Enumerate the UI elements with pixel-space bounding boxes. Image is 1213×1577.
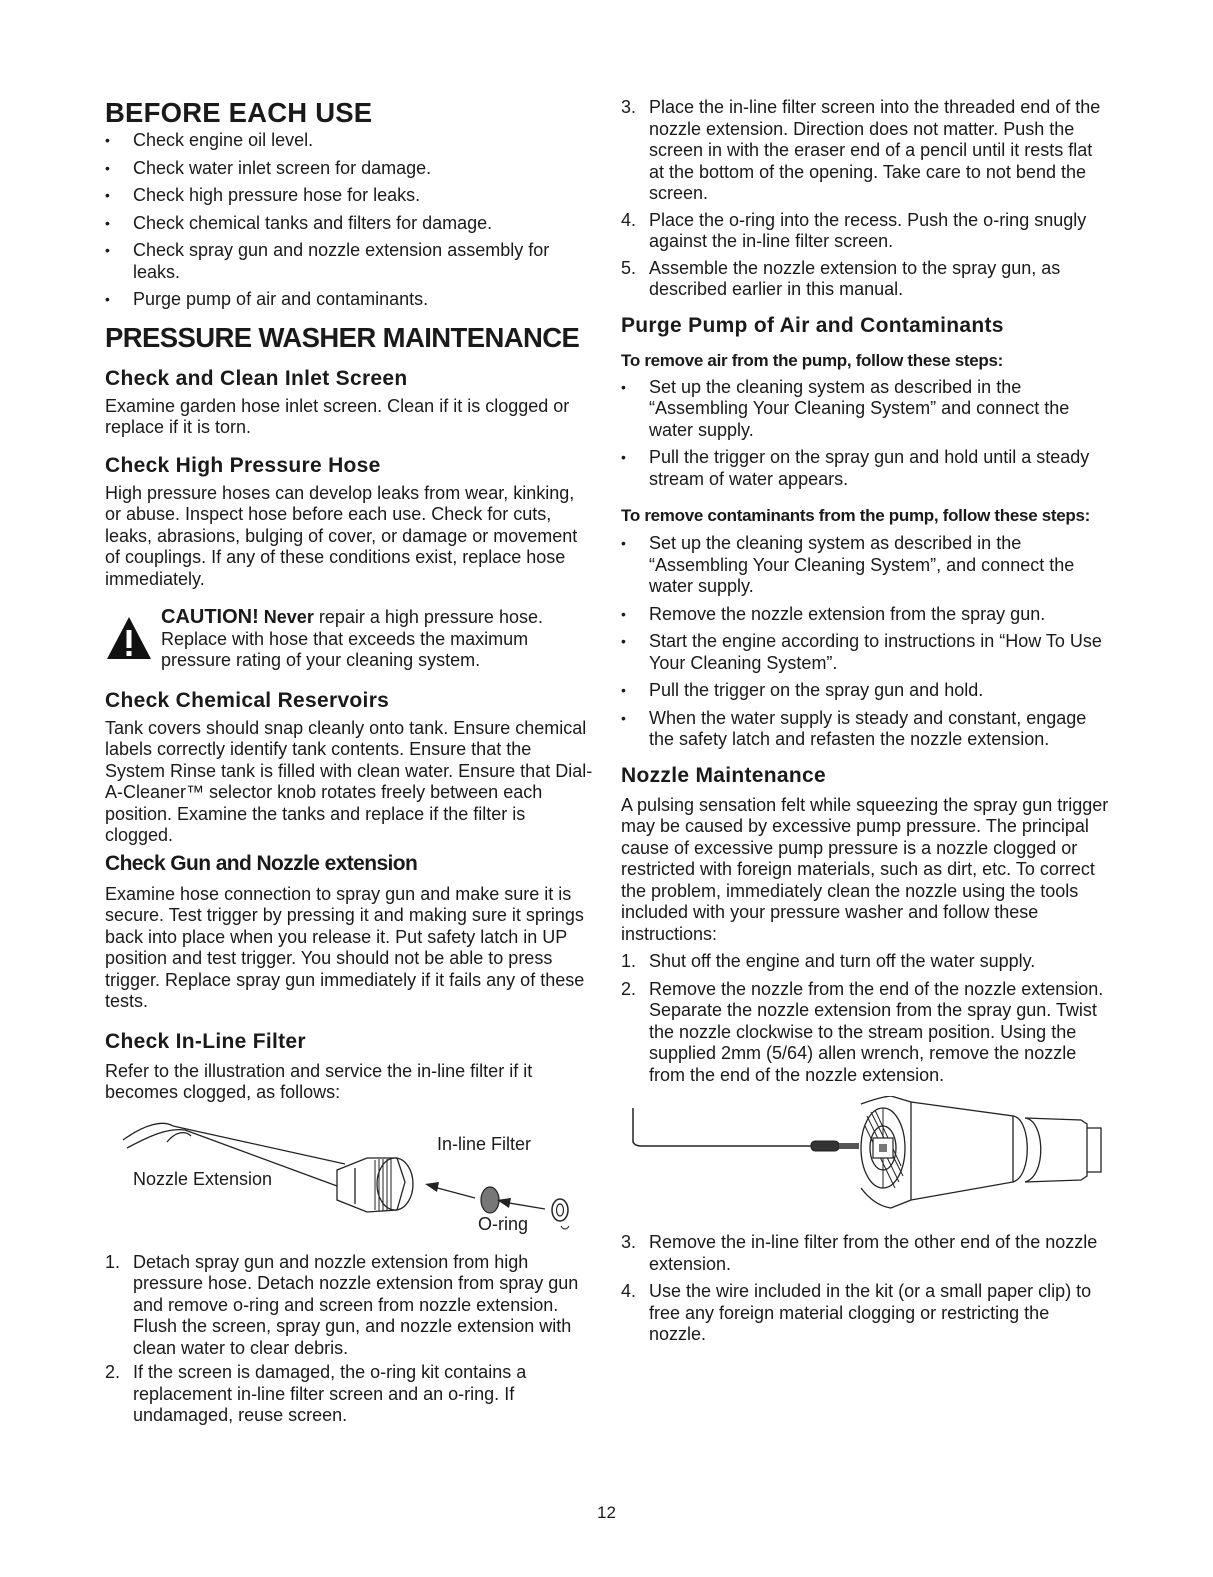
step-number: 4. — [621, 1281, 637, 1301]
warning-triangle-icon — [105, 615, 153, 666]
list-item — [105, 1362, 593, 1427]
nozzle-steps-continued — [621, 1232, 1111, 1346]
list-item: • Check spray gun and nozzle extension assembly for leaks. — [105, 240, 593, 283]
list-item: • Remove the nozzle extension from the spray gun. — [621, 604, 1111, 626]
caution-block — [105, 607, 593, 672]
purge-heading: Purge Pump of Air and Contaminants — [621, 313, 1004, 337]
list-item: • Check chemical tanks and filters for damage. — [105, 213, 593, 235]
list-item — [105, 1252, 593, 1360]
nozzle-extension-label: Nozzle Extension — [133, 1168, 273, 1189]
inline-filter-heading: Check In-Line Filter — [105, 1029, 306, 1053]
list-item: • Set up the cleaning system as described in the “Assembling Your Cleaning System” and connect the water supply. — [621, 377, 1111, 442]
step-text: Place the o-ring into the recess. Push the o-ring snugly against the in-line filter screen. — [649, 209, 1087, 251]
remove-contaminants-subheading: To remove contaminants from the pump, follow these steps: — [621, 506, 1091, 525]
chemical-reservoirs-text: Tank covers should snap cleanly onto tank. Ensure chemical labels correctly identify tank contents. Ensure that the System Rinse tank is filled with clean water. Ensure that Dial-A-Cleaner™ selector knob rotates freely between each position. Examine the tanks and replace if the filter is clogged. — [105, 717, 593, 845]
maintenance-title: PRESSURE WASHER MAINTENANCE — [105, 321, 580, 353]
nozzle-maintenance-heading: Nozzle Maintenance — [621, 763, 826, 787]
list-item: • Start the engine according to instructions in “How To Use Your Cleaning System”. — [621, 631, 1111, 674]
step-number: 1. — [105, 1251, 121, 1272]
remove-air-subheading: To remove air from the pump, follow these steps: — [621, 350, 1004, 370]
inline-filter-figure — [105, 1112, 593, 1252]
list-item — [621, 1232, 1111, 1275]
chemical-reservoirs-heading: Check Chemical Reservoirs — [105, 688, 390, 712]
step-number: 4. — [621, 209, 637, 230]
step-number: 3. — [621, 97, 637, 117]
step-text: If the screen is damaged, the o-ring kit contains a replacement in-line filter screen and an o-ring. If undamaged, reuse screen. — [133, 1362, 527, 1425]
remove-air-list — [621, 377, 1111, 491]
caution-label: CAUTION! — [161, 606, 259, 628]
remove-contaminants-list — [621, 533, 1111, 751]
before-each-use-title: BEFORE EACH USE — [105, 97, 373, 128]
inline-filter-steps — [105, 1252, 593, 1427]
step-text: Shut off the engine and turn off the water supply. — [649, 951, 1036, 971]
list-item: • Set up the cleaning system as described in the “Assembling Your Cleaning System”, and connect the water supply. — [621, 533, 1111, 598]
inline-filter-text: Refer to the illustration and service the in-line filter if it becomes clogged, as follows: — [105, 1060, 533, 1102]
right-column — [621, 97, 1111, 1346]
list-item — [621, 1281, 1111, 1346]
inline-filter-label: In-line Filter — [437, 1133, 532, 1154]
step-text: Remove the in-line filter from the other end of the nozzle extension. — [649, 1232, 1098, 1274]
list-item: • Pull the trigger on the spray gun and hold until a steady stream of water appears. — [621, 447, 1111, 490]
list-item — [621, 258, 1111, 301]
list-item: • Pull the trigger on the spray gun and hold. — [621, 680, 1111, 702]
caution-text — [161, 607, 593, 672]
gun-nozzle-text: Examine hose connection to spray gun and make sure it is secure. Test trigger by pressing it and making sure it springs back into place when you release it. Put safety latch in UP position and test trigger. You should not be able to press trigger. Replace spray gun immediately if it fails any of these tests. — [105, 883, 585, 1011]
list-item: • Purge pump of air and contaminants. — [105, 289, 593, 311]
inline-filter-steps-continued — [621, 97, 1111, 301]
list-item: • When the water supply is steady and constant, engage the safety latch and refasten the nozzle extension. — [621, 708, 1111, 751]
caution-never: Never — [263, 607, 314, 627]
gun-nozzle-heading: Check Gun and Nozzle extension — [105, 851, 418, 875]
list-item — [621, 979, 1111, 1087]
step-text: Place the in-line filter screen into the threaded end of the nozzle extension. Direction does not matter. Push the screen in with the eraser end of a pencil until it rests flat at the bottom of the opening. Take care to not bend the screen. — [649, 97, 1101, 203]
high-pressure-hose-heading: Check High Pressure Hose — [105, 453, 381, 477]
nozzle-maintenance-text: A pulsing sensation felt while squeezing the spray gun trigger may be caused by excessive pump pressure. The principal cause of excessive pump pressure is a nozzle clogged or restricted with foreign materials, such as dirt, etc. To correct the problem, immediately clean the nozzle using the tools included with your pressure washer and follow these instructions: — [621, 794, 1109, 944]
list-item — [621, 97, 1111, 205]
step-text: Assemble the nozzle extension to the spray gun, as described earlier in this manual. — [649, 257, 1061, 299]
left-column — [105, 96, 593, 1427]
nozzle-steps — [621, 951, 1111, 1086]
list-item: • Check water inlet screen for damage. — [105, 158, 593, 180]
list-item — [621, 210, 1111, 253]
o-ring-label: O-ring — [478, 1213, 529, 1234]
nozzle-cleaning-figure — [621, 1096, 1111, 1224]
inlet-screen-text: Examine garden hose inlet screen. Clean if it is clogged or replace if it is torn. — [105, 395, 570, 437]
inlet-screen-heading: Check and Clean Inlet Screen — [105, 366, 408, 390]
step-text: Detach spray gun and nozzle extension from high pressure hose. Detach nozzle extension from spray gun and remove o-ring and screen from nozzle extension. Flush the screen, spray gun, and nozzle extension with clean water to clear debris. — [133, 1251, 579, 1358]
step-number: 3. — [621, 1232, 637, 1252]
caution-body: repair a high pressure hose. Replace with hose that exceeds the maximum pressure rating of your cleaning system. — [161, 607, 543, 670]
step-text: Use the wire included in the kit (or a small paper clip) to free any foreign material clogging or restricting the nozzle. — [649, 1281, 1092, 1344]
step-number: 5. — [621, 257, 637, 278]
high-pressure-hose-text: High pressure hoses can develop leaks from wear, kinking, or abuse. Inspect hose before each use. Check for cuts, leaks, abrasions, bulging of cover, or damage or movement of couplings. If any of these conditions exist, replace hose immediately. — [105, 482, 578, 589]
step-number: 2. — [105, 1362, 121, 1382]
step-number: 1. — [621, 951, 637, 971]
step-number: 2. — [621, 978, 637, 999]
list-item: • Check engine oil level. — [105, 130, 593, 152]
nozzle-and-wrench-illustration — [621, 1096, 1111, 1224]
step-text: Remove the nozzle from the end of the nozzle extension. Separate the nozzle extension from the spray gun. Twist the nozzle clockwise to the stream position. Using the supplied 2mm (5/64) allen wrench, remove the nozzle from the end of the nozzle extension. — [649, 978, 1104, 1085]
list-item — [621, 951, 1111, 973]
page-number: 12 — [597, 1503, 616, 1522]
before-each-use-list — [105, 130, 593, 311]
list-item: • Check high pressure hose for leaks. — [105, 185, 593, 207]
